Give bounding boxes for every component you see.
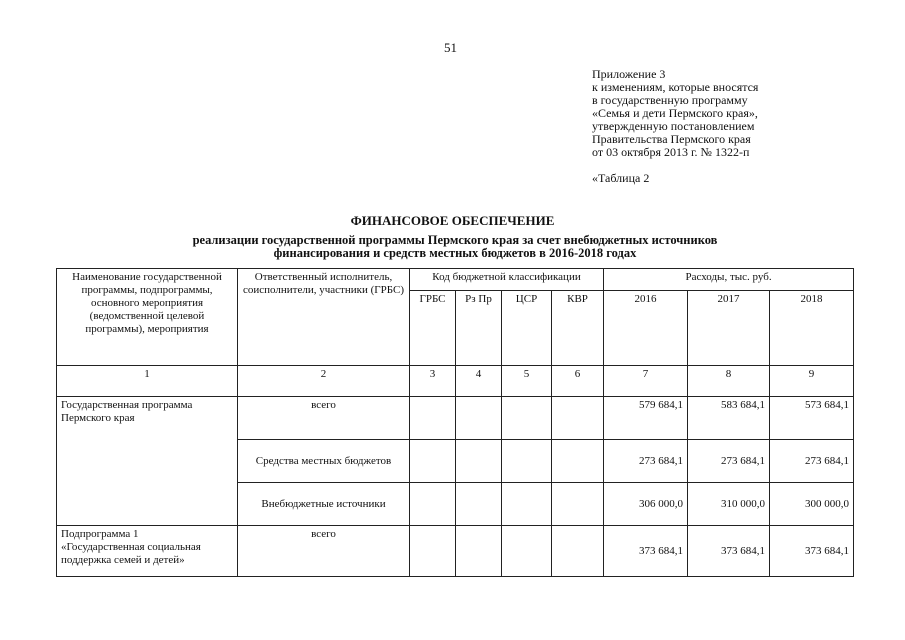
header-name: Наименование государственной программы, подпрограммы, основного мероприятия (ведомственной целевой программы), мероприятия [57, 269, 238, 366]
header-rzpr: Рз Пр [456, 291, 502, 366]
appendix-block [592, 68, 852, 159]
appendix-line: в государственную программу [592, 93, 748, 107]
column-number: 3 [410, 366, 456, 397]
column-number: 8 [688, 366, 770, 397]
value-2016: 579 684,1 [604, 397, 688, 440]
page-number: 51 [444, 40, 457, 55]
header-csr: ЦСР [502, 291, 552, 366]
subtitle-line-1: реализации государственной программы Пермского края за счет внебюджетных источников [192, 233, 718, 247]
appendix-line: Приложение 3 [592, 67, 666, 81]
value-2017: 310 000,0 [688, 483, 770, 526]
appendix-line: к изменениям, которые вносятся [592, 80, 759, 94]
header-year-2017: 2017 [688, 291, 770, 366]
column-number: 5 [502, 366, 552, 397]
appendix-line: Правительства Пермского края [592, 132, 751, 146]
header-executor: Ответственный исполнитель, соисполнители, участники (ГРБС) [238, 269, 410, 366]
document-title: ФИНАНСОВОЕ ОБЕСПЕЧЕНИЕ [350, 213, 555, 228]
program-name: Государственная программа Пермского края [57, 397, 238, 526]
appendix-line: от 03 октября 2013 г. № 1322-п [592, 145, 750, 159]
header-kvr: КВР [552, 291, 604, 366]
value-2017: 373 684,1 [688, 526, 770, 577]
financing-table [56, 268, 854, 577]
column-number-row [57, 366, 854, 397]
subprogram-name-line-2: «Государственная социальная поддержка семей и детей» [61, 541, 201, 566]
column-number: 1 [57, 366, 238, 397]
column-number: 6 [552, 366, 604, 397]
value-2018: 373 684,1 [770, 526, 854, 577]
header-year-2016: 2016 [604, 291, 688, 366]
value-2016: 273 684,1 [604, 440, 688, 483]
value-2017: 273 684,1 [688, 440, 770, 483]
header-year-2018: 2018 [770, 291, 854, 366]
document-subtitle [60, 234, 850, 260]
table-row [57, 397, 854, 440]
value-2017: 583 684,1 [688, 397, 770, 440]
table-row [57, 526, 854, 577]
table-reference: «Таблица 2 [592, 171, 650, 185]
subprogram-name [57, 526, 238, 577]
executor-cell: всего [238, 397, 410, 440]
value-2016: 306 000,0 [604, 483, 688, 526]
header-budget-code: Код бюджетной классификации [410, 269, 604, 291]
value-2018: 273 684,1 [770, 440, 854, 483]
executor-cell: Внебюджетные источники [238, 483, 410, 526]
subprogram-name-line-1: Подпрограмма 1 [61, 528, 139, 540]
column-number: 7 [604, 366, 688, 397]
column-number: 4 [456, 366, 502, 397]
column-number: 9 [770, 366, 854, 397]
appendix-line: «Семья и дети Пермского края», [592, 106, 758, 120]
header-grbs: ГРБС [410, 291, 456, 366]
subtitle-line-2: финансирования и средств местных бюджетов в 2016-2018 годах [273, 246, 637, 260]
appendix-line: утвержденную постановлением [592, 119, 755, 133]
value-2018: 573 684,1 [770, 397, 854, 440]
value-2018: 300 000,0 [770, 483, 854, 526]
column-number: 2 [238, 366, 410, 397]
executor-cell: всего [238, 526, 410, 577]
executor-cell: Средства местных бюджетов [238, 440, 410, 483]
header-expenses: Расходы, тыс. руб. [604, 269, 854, 291]
value-2016: 373 684,1 [604, 526, 688, 577]
